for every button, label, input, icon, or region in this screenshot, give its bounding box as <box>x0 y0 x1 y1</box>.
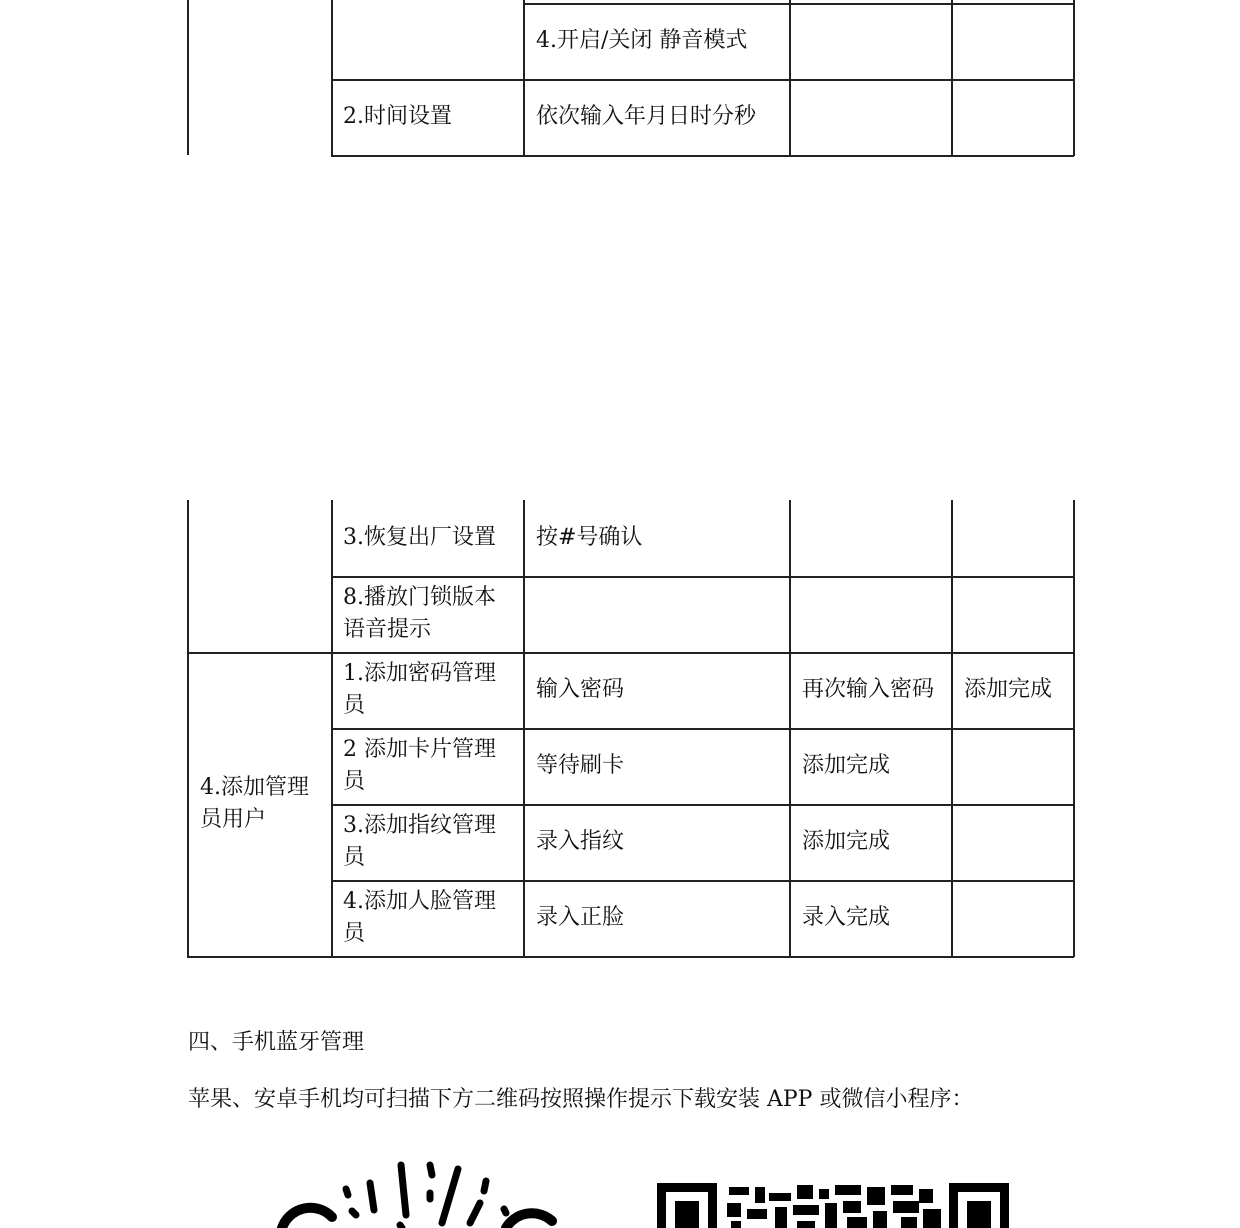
table-cell: 录入正脸 <box>536 905 625 930</box>
table-cell: 添加完成 <box>964 677 1053 702</box>
table-border <box>331 804 1074 806</box>
table-border <box>331 880 1074 882</box>
table-cell: 添加完成 <box>802 753 891 778</box>
table-border <box>1073 0 1075 156</box>
table-cell: 3.恢复出厂设置 <box>343 525 496 550</box>
table-cell: 员 <box>343 845 366 870</box>
table-cell: 按#号确认 <box>536 525 643 550</box>
table-border <box>331 0 333 156</box>
table-cell: 2.时间设置 <box>343 104 452 129</box>
table-cell: 8.播放门锁版本 <box>343 585 496 610</box>
table-cell: 员用户 <box>200 807 267 832</box>
section-heading: 四、手机蓝牙管理 <box>188 1030 365 1055</box>
table-cell: 再次输入密码 <box>802 677 935 702</box>
table-cell: 4.添加管理 <box>200 775 309 800</box>
table-cell: 录入指纹 <box>536 829 625 854</box>
table-cell: 依次输入年月日时分秒 <box>536 104 757 129</box>
table-cell: 1.添加密码管理 <box>343 661 496 686</box>
table-border <box>331 576 1074 578</box>
table-border <box>523 3 1074 5</box>
table-cell: 输入密码 <box>536 677 625 702</box>
table-cell: 员 <box>343 769 366 794</box>
table-cell: 录入完成 <box>802 905 891 930</box>
table-border <box>951 0 953 156</box>
table-border <box>789 0 791 156</box>
table-border <box>331 728 1074 730</box>
table-border <box>331 155 1074 157</box>
table-border <box>187 652 1074 654</box>
table-cell: 员 <box>343 693 366 718</box>
qr-code-icon <box>657 1183 1009 1228</box>
table-cell: 等待刷卡 <box>536 753 625 778</box>
table-cell: 4.开启/关闭 静音模式 <box>536 28 748 53</box>
mini-program-code-icon <box>270 1155 570 1228</box>
table-cell: 语音提示 <box>343 617 432 642</box>
table-border <box>523 0 525 156</box>
instruction-text: 苹果、安卓手机均可扫描下方二维码按照操作提示下载安装 APP 或微信小程序： <box>188 1087 974 1112</box>
table-cell: 添加完成 <box>802 829 891 854</box>
table-cell: 4.添加人脸管理 <box>343 889 496 914</box>
table-border <box>187 956 1074 958</box>
table-cell: 3.添加指纹管理 <box>343 813 496 838</box>
table-border <box>331 79 1074 81</box>
table-cell: 2 添加卡片管理 <box>343 737 496 762</box>
table-border <box>187 500 189 957</box>
table-cell: 员 <box>343 921 366 946</box>
table-border <box>187 0 189 155</box>
